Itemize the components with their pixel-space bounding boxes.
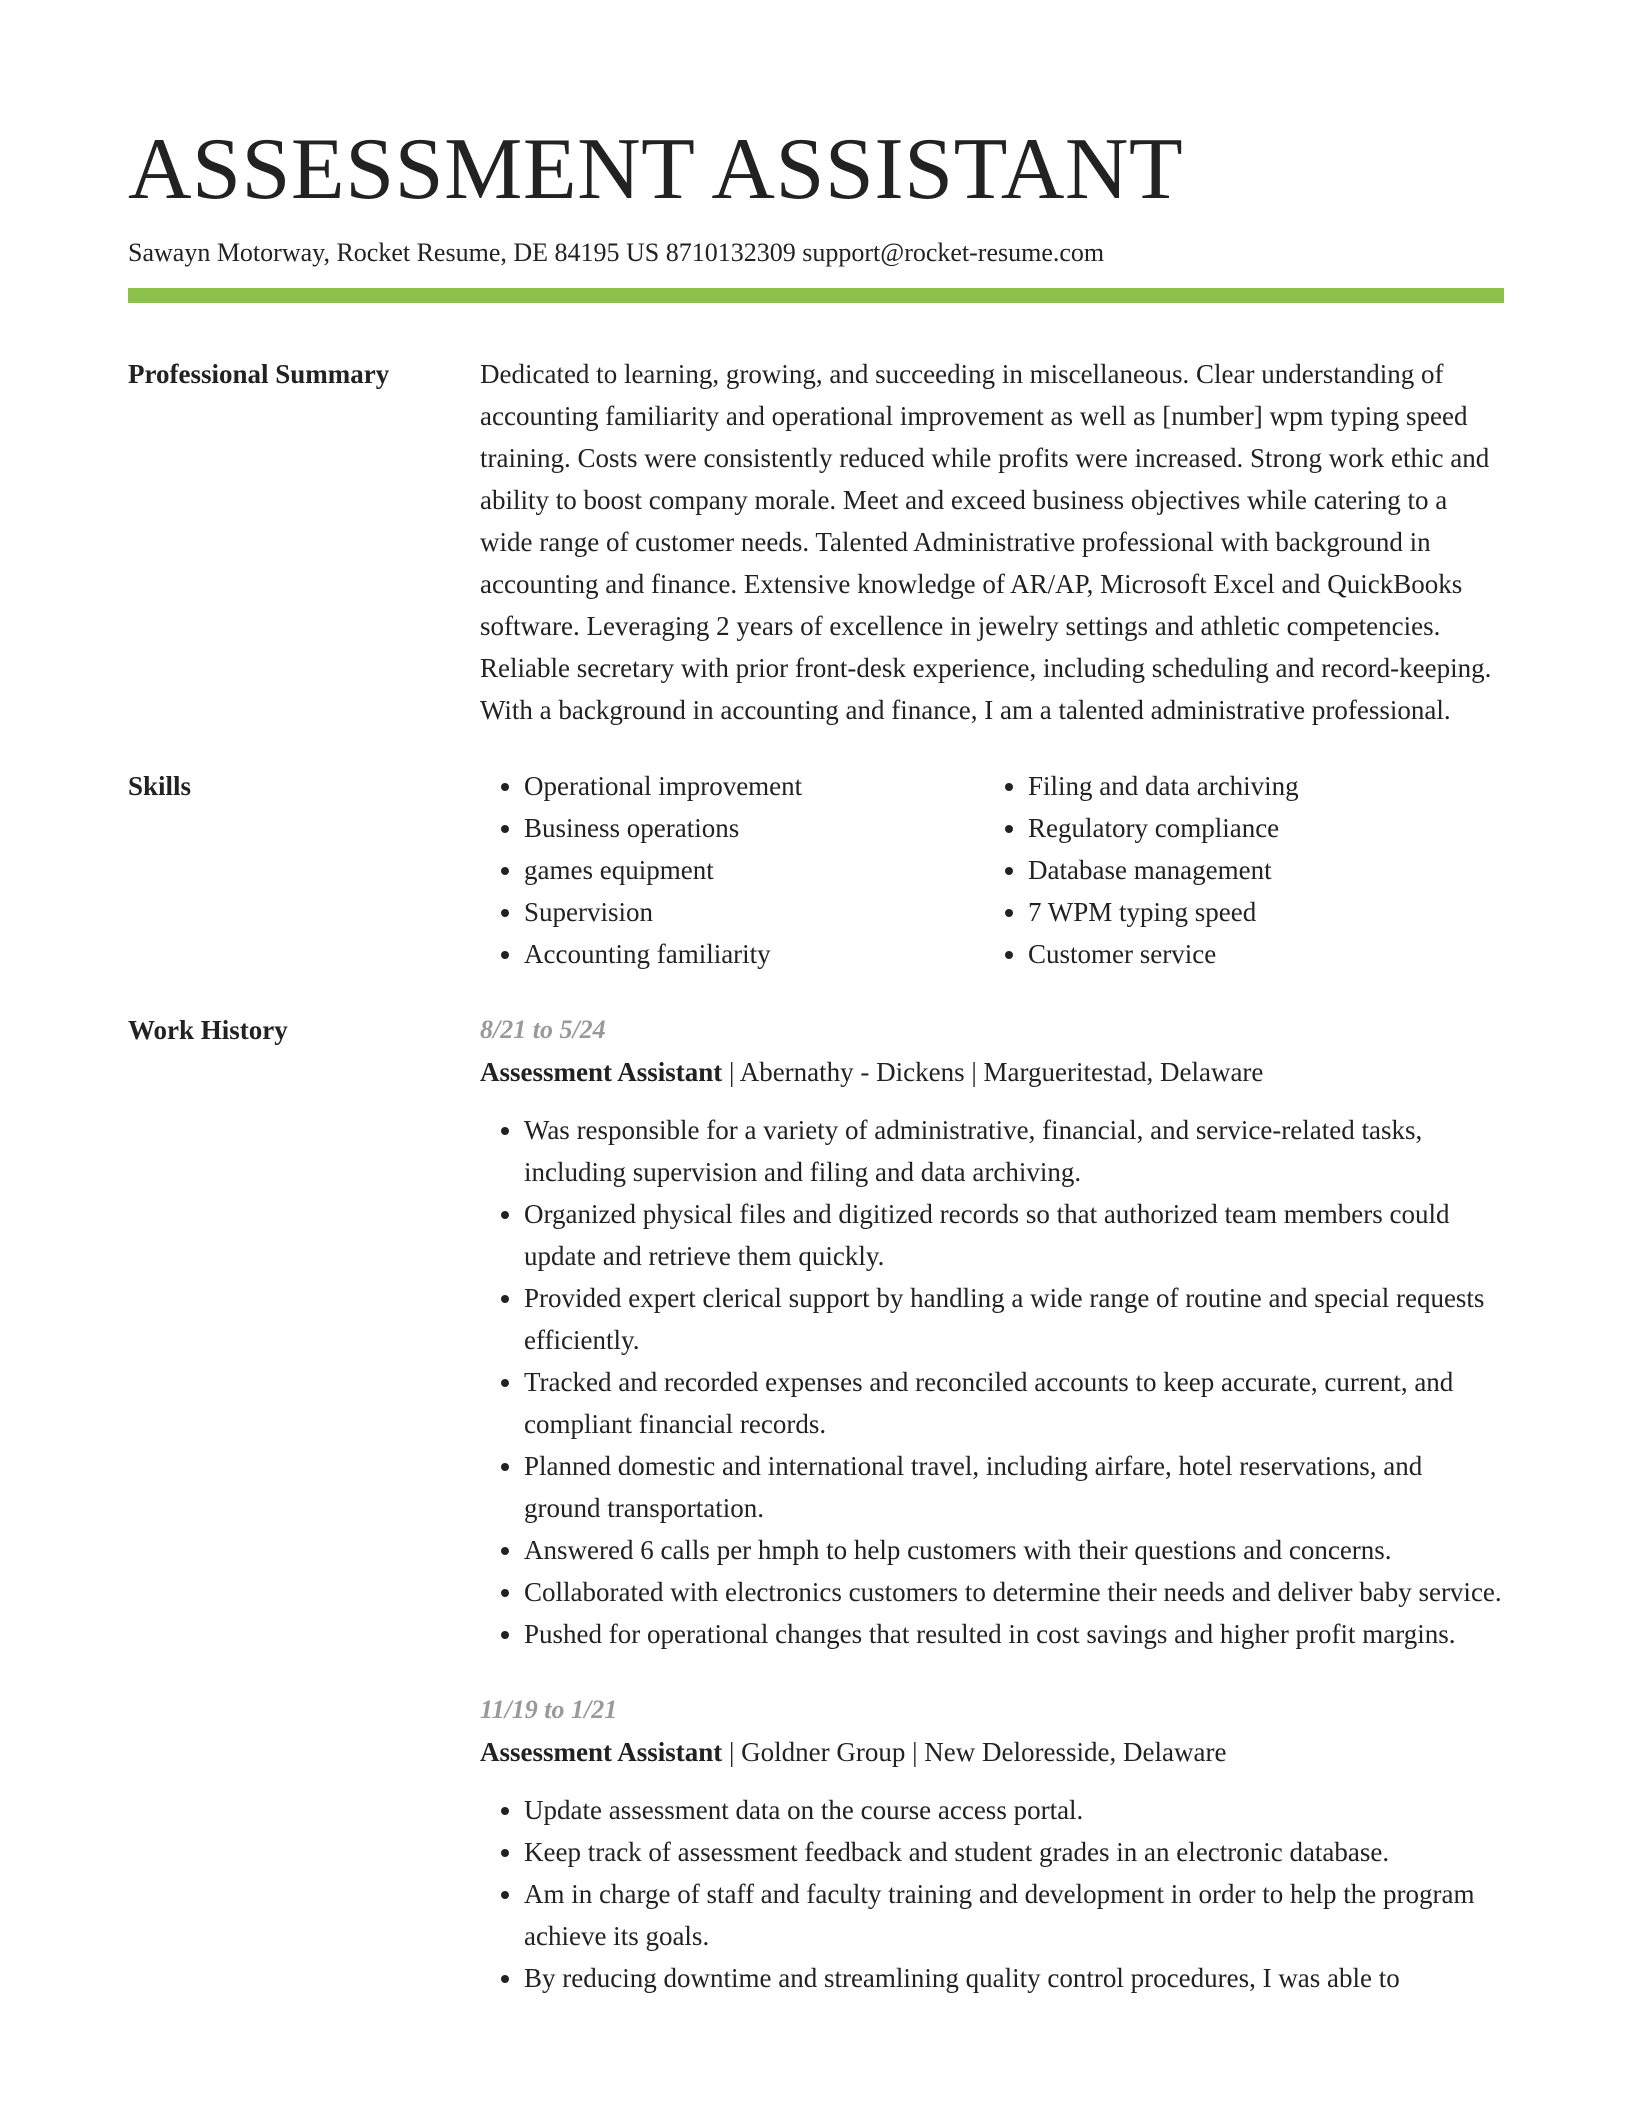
job-bullet: • Keep track of assessment feedback and student grades in an electronic database. (524, 1831, 1504, 1873)
skills-section (128, 765, 1504, 975)
summary-content (480, 353, 1504, 731)
job-employer-location: | Abernathy - Dickens | Margueritestad, Delaware (722, 1057, 1264, 1087)
job-bullets (480, 1109, 1504, 1655)
job-bullet: • Organized physical files and digitized records so that authorized team members could update and retrieve them quickly. (524, 1193, 1504, 1277)
job-bullet: • Answered 6 calls per hmph to help customers with their questions and concerns. (524, 1529, 1504, 1571)
job-entry (480, 1689, 1504, 1999)
professional-summary-section (128, 353, 1504, 731)
job-heading (480, 1051, 1504, 1093)
skills-list-left (480, 765, 984, 975)
job-entry (480, 1009, 1504, 1655)
skill-item: • games equipment (524, 849, 984, 891)
job-bullets (480, 1789, 1504, 1999)
section-label-summary: Professional Summary (128, 359, 390, 389)
job-bullet: • Update assessment data on the course access portal. (524, 1789, 1504, 1831)
job-heading (480, 1731, 1504, 1773)
job-employer-location: | Goldner Group | New Deloresside, Delaware (722, 1737, 1227, 1767)
skill-item: • Customer service (1028, 933, 1488, 975)
job-bullet: • Pushed for operational changes that resulted in cost savings and higher profit margins. (524, 1613, 1504, 1655)
job-bullet: • Tracked and recorded expenses and reconciled accounts to keep accurate, current, and compliant financial records. (524, 1361, 1504, 1445)
skills-columns (480, 765, 1504, 975)
skill-item: • Operational improvement (524, 765, 984, 807)
resume-page (128, 0, 1504, 1999)
section-label-skills: Skills (128, 771, 192, 801)
job-title: Assessment Assistant (480, 1057, 723, 1087)
job-bullet: • Planned domestic and international travel, including airfare, hotel reservations, and ground transportation. (524, 1445, 1504, 1529)
skill-item: • Filing and data archiving (1028, 765, 1488, 807)
skill-item: • 7 WPM typing speed (1028, 891, 1488, 933)
skill-item: • Business operations (524, 807, 984, 849)
job-bullet: • Was responsible for a variety of administrative, financial, and service-related tasks, including supervision and filing and data archiving. (524, 1109, 1504, 1193)
section-label-work: Work History (128, 1015, 288, 1045)
skills-list-right (984, 765, 1488, 975)
work-history-section (128, 1009, 1504, 1999)
skill-item: • Supervision (524, 891, 984, 933)
job-title: Assessment Assistant (480, 1737, 723, 1767)
accent-divider (128, 288, 1504, 303)
job-bullet: • Collaborated with electronics customers to determine their needs and deliver baby service. (524, 1571, 1504, 1613)
contact-line: Sawayn Motorway, Rocket Resume, DE 84195 US 8710132309 support@rocket-resume.com (128, 238, 1105, 267)
job-bullet: • By reducing downtime and streamlining quality control procedures, I was able to (524, 1957, 1504, 1999)
job-bullet: • Am in charge of staff and faculty training and development in order to help the program achieve its goals. (524, 1873, 1504, 1957)
skill-item: • Database management (1028, 849, 1488, 891)
skills-content (480, 765, 1504, 975)
summary-text: Dedicated to learning, growing, and succeeding in miscellaneous. Clear understanding of accounting familiarity and operational improvement as well as [number] wpm typing speed training. Costs were consistently reduced while profits were increased. Strong work ethic and ability to boost company morale. Meet and exceed business objectives while catering to a wide range of customer needs. Talented Administrative professional with background in accounting and finance. Extensive knowledge of AR/AP, Microsoft Excel and QuickBooks software. Leveraging 2 years of excellence in jewelry settings and athletic competencies. Reliable secretary with prior front-desk experience, including scheduling and record-keeping. With a background in accounting and finance, I am a talented administrative professional. (480, 359, 1492, 725)
resume-name: ASSESSMENT ASSISTANT (128, 121, 1184, 218)
job-bullet: • Provided expert clerical support by handling a wide range of routine and special requests efficiently. (524, 1277, 1504, 1361)
job-dates: 11/19 to 1/21 (480, 1695, 618, 1724)
job-dates: 8/21 to 5/24 (480, 1015, 606, 1044)
work-content (480, 1009, 1504, 1999)
skill-item: • Regulatory compliance (1028, 807, 1488, 849)
skill-item: • Accounting familiarity (524, 933, 984, 975)
